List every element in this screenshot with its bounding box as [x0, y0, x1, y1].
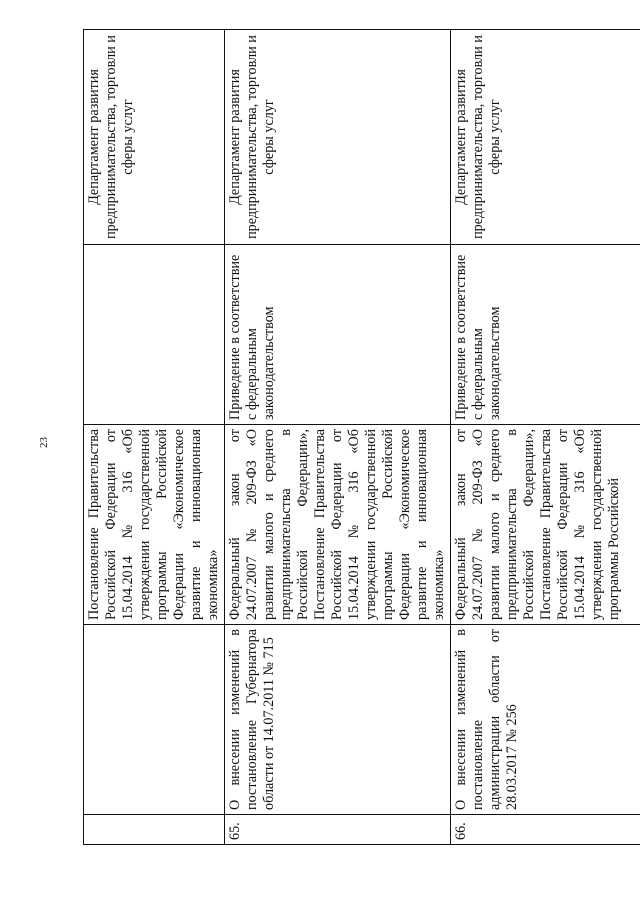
row-number: [84, 815, 225, 845]
row-basis: Постановление Правительства Российской Федерации от 15.04.2014 № 316 «Об утверждении государственной программы Российской Федерации «Экономическое развитие и инновационная экономика»: [84, 425, 225, 625]
row-basis: Федеральный закон от 24.07.2007 № 209-ФЗ «О развитии малого и среднего предпринимательства в Российской Федерации», Постановление Правительства Российской Федерации от 15.04.2014 № 316 «Об утверждении государственной программы Российской: [451, 425, 640, 625]
table-row: [451, 30, 640, 845]
rotated-page: [83, 30, 622, 845]
row-reason: Приведение в соответствие с федеральным законодательством: [225, 245, 451, 425]
row-responsible: Департамент развития предпринимательства, торговли и сферы услуг: [451, 30, 640, 245]
row-number: 66.: [451, 815, 640, 845]
row-responsible: Департамент развития предпринимательства, торговли и сферы услуг: [84, 30, 225, 245]
row-reason: Приведение в соответствие с федеральным законодательством: [451, 245, 640, 425]
legal-acts-table: [83, 29, 640, 845]
page-number: 23: [38, 437, 50, 448]
row-title: О внесении изменений в постановление Губернатора области от 14.07.2011 № 715: [225, 625, 451, 815]
table-row: [225, 30, 451, 845]
row-basis: Федеральный закон от 24.07.2007 № 209-ФЗ «О развитии малого и среднего предпринимательства в Российской Федерации», Постановление Правительства Российской Федерации от 15.04.2014 № 316 «Об утверждении государственной программы Российской Федерации «Экономическое развитие и инновационная экономика»: [225, 425, 451, 625]
row-title: О внесении изменений в постановление администрации области от 28.03.2017 № 256: [451, 625, 640, 815]
row-responsible: Департамент развития предпринимательства, торговли и сферы услуг: [225, 30, 451, 245]
row-number: 65.: [225, 815, 451, 845]
row-reason: [84, 245, 225, 425]
table-row: [84, 30, 225, 845]
row-title: [84, 625, 225, 815]
